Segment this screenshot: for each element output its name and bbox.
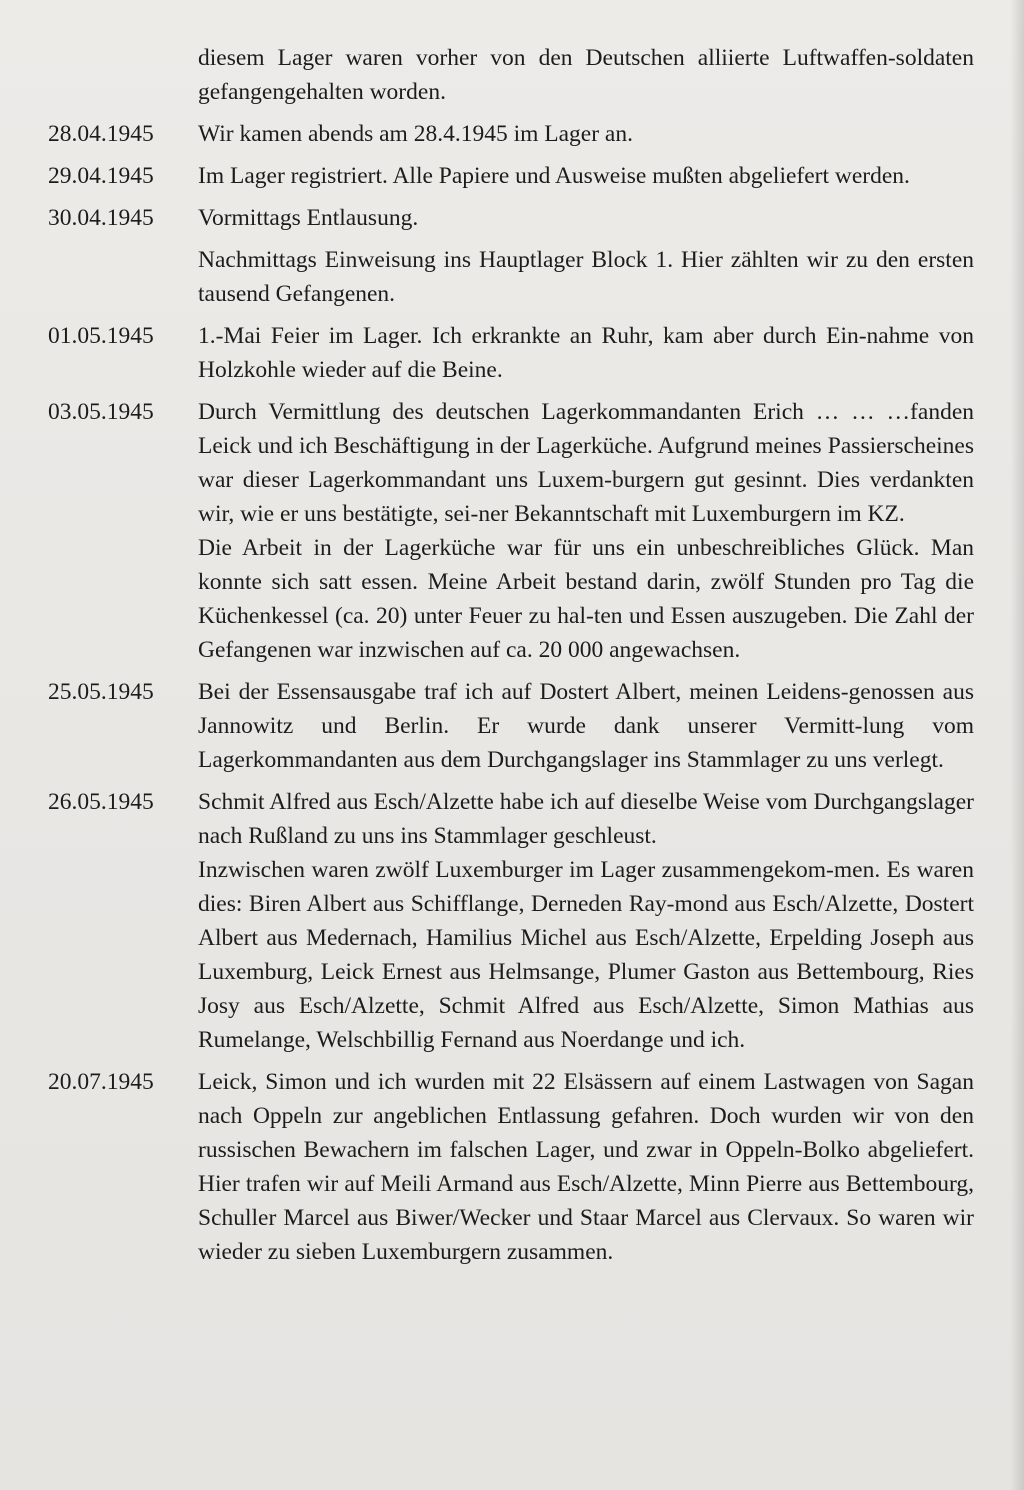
diary-entry [48,675,976,777]
entry-date: 01.05.1945 [48,323,154,349]
diary-entry [48,319,976,387]
diary-entry [48,785,976,1057]
entry-body [198,395,974,667]
entry-date: 25.05.1945 [48,679,154,705]
diary-entry [48,41,976,109]
entry-paragraph: Wir kamen abends am 28.4.1945 im Lager an. [198,121,633,147]
entry-body [198,1065,974,1269]
diary-entry [48,159,976,193]
entry-body [198,319,974,387]
page-edge-shadow [1010,0,1024,1490]
entry-paragraph: Vormittags Entlausung. [198,205,419,231]
diary-entry [48,117,976,151]
diary-entries [48,41,976,1277]
entry-body [198,675,974,777]
entry-body [198,201,974,311]
entry-paragraph: Inzwischen waren zwölf Luxemburger im Lager zusammengekom-men. Es waren dies: Biren Albert aus Schifflange, Derneden Ray-mond aus Esch/Alzette, Dostert Albert aus Medernach, Hamilius Michel aus Esch/Alzette, Erpelding Joseph aus Luxemburg, Leick Ernest aus Helmsange, Plumer Gaston aus Bettembourg, Ries Josy aus Esch/Alzette, Schmit Alfred aus Esch/Alzette, Simon Mathias aus Rumelange, Welschbillig Fernand aus Noerdange und ich. [198,857,974,1053]
entry-paragraph: diesem Lager waren vorher von den Deutschen alliierte Luftwaffen-soldaten gefangengehalten worden. [198,45,974,105]
entry-date: 29.04.1945 [48,163,154,189]
entry-date: 26.05.1945 [48,789,154,815]
diary-entry [48,201,976,311]
diary-entry [48,1065,976,1269]
entry-paragraph: 1.-Mai Feier im Lager. Ich erkrankte an Ruhr, kam aber durch Ein-nahme von Holzkohle wieder auf die Beine. [198,323,974,383]
entry-body [198,159,974,193]
entry-date: 28.04.1945 [48,121,154,147]
entry-paragraph: Leick, Simon und ich wurden mit 22 Elsässern auf einem Lastwagen von Sagan nach Oppeln zur angeblichen Entlassung gefahren. Doch wurden wir von den russischen Bewachern im falschen Lager, und zwar in Oppeln-Bolko abgeliefert. Hier trafen wir auf Meili Armand aus Esch/Alzette, Minn Pierre aus Bettembourg, Schuller Marcel aus Biwer/Wecker und Staar Marcel aus Clervaux. So waren wir wieder zu sieben Luxemburgern zusammen. [198,1069,974,1265]
entry-paragraph: Im Lager registriert. Alle Papiere und Ausweise mußten abgeliefert werden. [198,163,910,189]
entry-date: 03.05.1945 [48,399,154,425]
entry-paragraph: Bei der Essensausgabe traf ich auf Dostert Albert, meinen Leidens-genossen aus Jannowitz und Berlin. Er wurde dank unserer Vermitt-lung vom Lagerkommandanten aus dem Durchgangslager ins Stammlager zu uns verlegt. [198,679,974,773]
entry-paragraph: Durch Vermittlung des deutschen Lagerkommandanten Erich … … …fanden Leick und ich Beschäftigung in der Lagerküche. Aufgrund meines Passierscheines war dieser Lagerkommandant uns Luxem-burgern gut gesinnt. Dies verdankten wir, wie er uns bestätigte, sei-ner Bekanntschaft mit Luxemburgern im KZ. [198,399,974,527]
entry-paragraph: Schmit Alfred aus Esch/Alzette habe ich auf dieselbe Weise vom Durchgangslager nach Rußland zu uns ins Stammlager geschleust. [198,789,974,849]
entry-body [198,785,974,1057]
entry-body [198,41,974,109]
diary-entry [48,395,976,667]
entry-paragraph: Die Arbeit in der Lagerküche war für uns ein unbeschreibliches Glück. Man konnte sich satt essen. Meine Arbeit bestand darin, zwölf Stunden pro Tag die Küchenkessel (ca. 20) unter Feuer zu hal-ten und Essen auszugeben. Die Zahl der Gefangenen war inzwischen auf ca. 20 000 angewachsen. [198,535,974,663]
entry-date: 30.04.1945 [48,205,154,231]
entry-body [198,117,974,151]
entry-date: 20.07.1945 [48,1069,154,1095]
entry-paragraph: Nachmittags Einweisung ins Hauptlager Block 1. Hier zählten wir zu den ersten tausend Gefangenen. [198,247,974,307]
